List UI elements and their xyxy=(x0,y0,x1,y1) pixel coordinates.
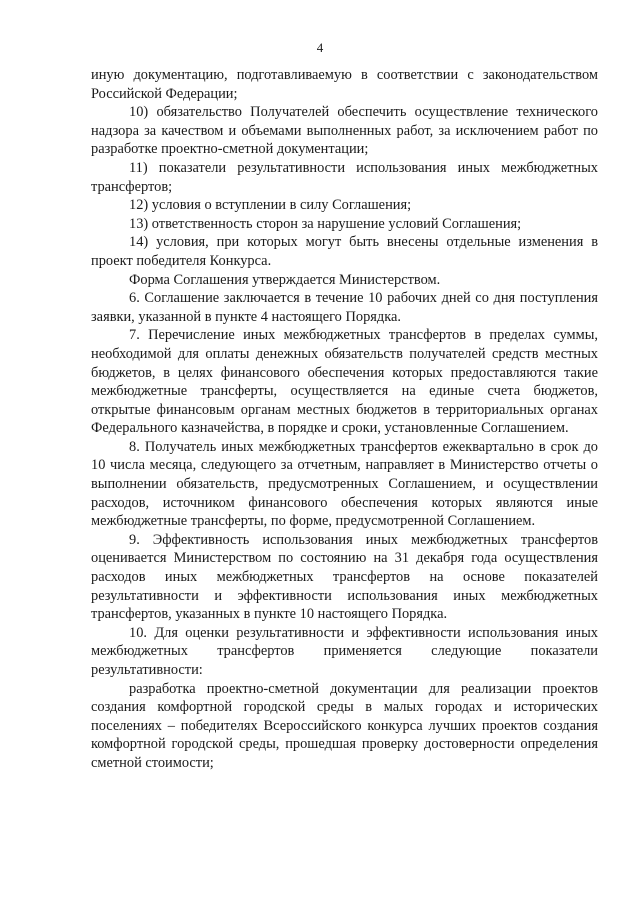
paragraph-item-11: 11) показатели результативности использования иных межбюджетных трансфертов; xyxy=(91,159,598,195)
paragraph-section-6: 6. Соглашение заключается в течение 10 рабочих дней со дня поступления заявки, указанной в пункте 4 настоящего Порядка. xyxy=(91,290,598,325)
paragraph-section-8: 8. Получатель иных межбюджетных трансфертов ежеквартально в срок до 10 числа месяца, следующего за отчетным, направляет в Министерство отчеты о выполнении обязательств, предусмотренных Соглашением, и осуществлении расходов, источником финансового обеспечения которых являются иные межбюджетные трансферты, по форме, предусмотренной Соглашением. xyxy=(91,438,598,530)
paragraph-item-13: 13) ответственность сторон за нарушение условий Соглашения; xyxy=(129,215,522,232)
paragraph-continuation: иную документацию, подготавливаемую в соответствии с законодательством Российской Федерации; xyxy=(91,67,598,102)
paragraph-indicator: разработка проектно-сметной документации для реализации проектов создания комфортной городской среды в малых городах и исторических поселениях – победителях Всероссийского конкурса лучших проектов создания комфортной городской среды, прошедшая проверку достоверности определения сметной стоимости; xyxy=(91,680,598,771)
paragraph-section-7: 7. Перечисление иных межбюджетных трансфертов в пределах суммы, необходимой для оплаты денежных обязательств получателей средств местных бюджетов, в целях финансового обеспечения которых предоставляются такие межбюджетные трансферты, осуществляется на единые счета бюджетов, открытые финансовым органам местных бюджетов в территориальных органах Федерального казначейства, в порядке и сроки, установленные Соглашением. xyxy=(91,327,598,437)
paragraph-section-9: 9. Эффективность использования иных межбюджетных трансфертов оценивается Министерством по состоянию на 31 декабря года осуществления расходов иных межбюджетных трансфертов на основе показателей результативности и эффективности использования иных межбюджетных трансфертов, указанных в пункте 10 настоящего Порядка. xyxy=(91,531,598,623)
paragraph-item-14: 14) условия, при которых могут быть внесены отдельные изменения в проект победителя Конкурса. xyxy=(91,234,598,269)
document-body xyxy=(91,66,598,773)
paragraph-section-10: 10. Для оценки результативности и эффективности использования иных межбюджетных трансфертов применяется следующие показатели результативности: xyxy=(91,624,598,678)
page-number: 4 xyxy=(316,40,324,55)
paragraph-item-10: 10) обязательство Получателей обеспечить осуществление технического надзора за качеством и объемами выполненных работ, за исключением работ по разработке проектно-сметной документации; xyxy=(91,104,598,158)
paragraph-item-12: 12) условия о вступлении в силу Соглашения; xyxy=(129,197,412,214)
paragraph-agreement-form: Форма Соглашения утверждается Министерством. xyxy=(129,271,441,288)
